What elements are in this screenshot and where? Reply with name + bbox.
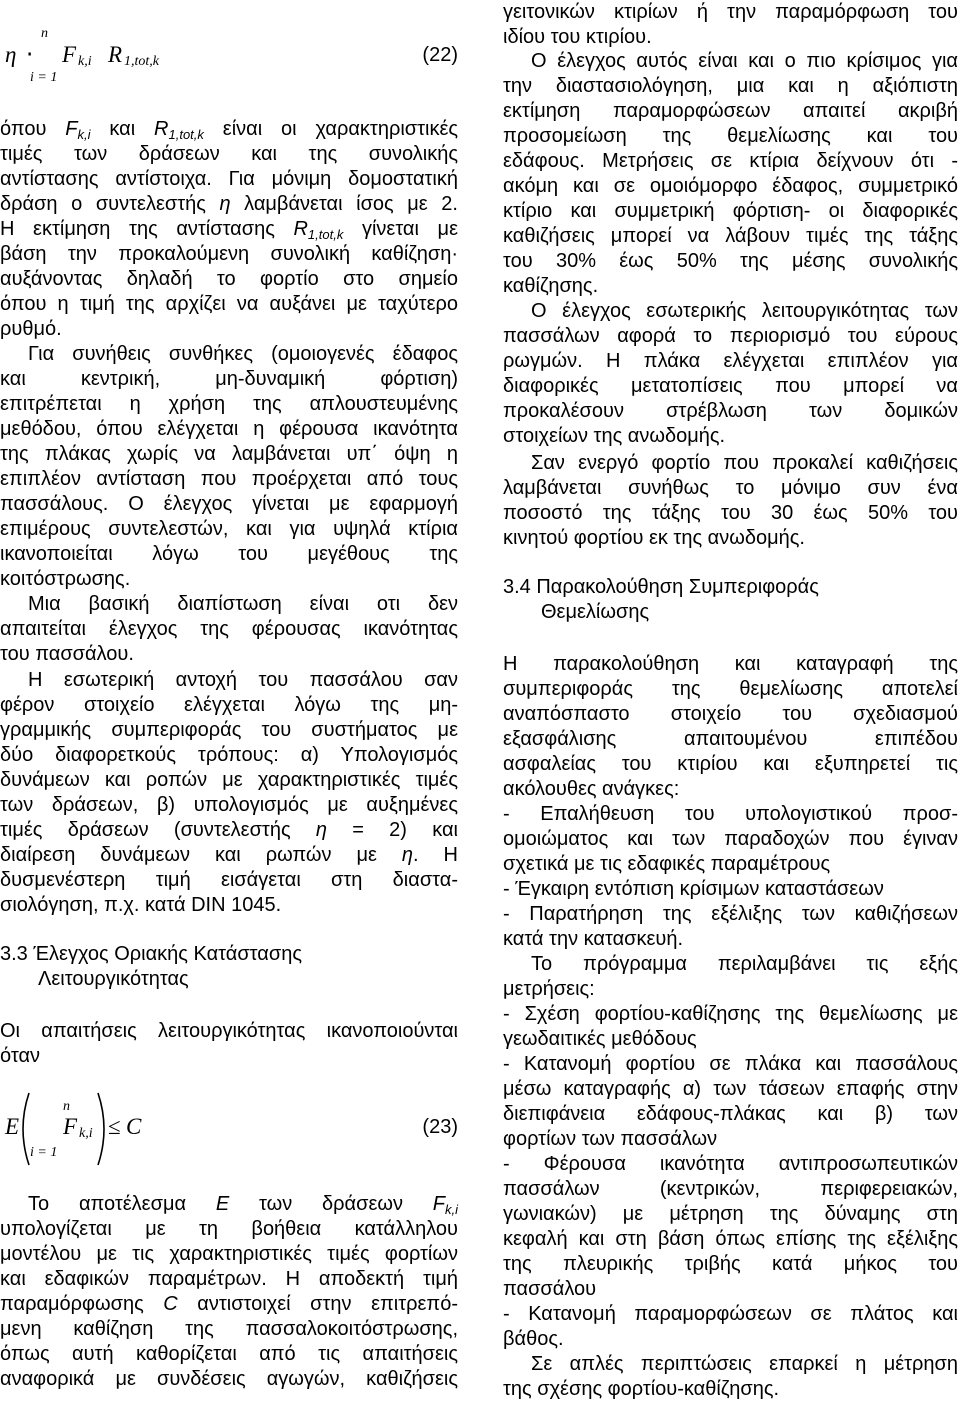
text-line: - Παρατήρηση της εξέλιξης των καθιζήσεων [503, 903, 958, 925]
text-line: - Σχέση φορτίου-καθίζησης της θεμελίωσης με [503, 1003, 958, 1025]
inline-text: = 2) και [326, 819, 458, 841]
paragraph [503, 299, 958, 449]
text-line: κατά την κατασκευή. [503, 928, 684, 950]
text-line: μενη καθίζηση της πασσαλοκοιτόστρωσης, [0, 1318, 458, 1340]
text-line: - Κατανομή παραμορφώσεων σε πλάτος και [503, 1303, 958, 1325]
text-line: 3.3 Έλεγχος Οριακής Κατάστασης [0, 943, 302, 965]
text-line: δύο διαφορετκούς τρόπους: α) Υπολογισμός [0, 744, 458, 766]
equation-subscript: k,i [78, 54, 92, 69]
inline-variable: F [65, 118, 78, 140]
paragraph [503, 451, 958, 551]
equation-sum-lower-limit: i = 1 [30, 1145, 58, 1160]
paragraph [503, 1352, 958, 1402]
equation-22 [0, 0, 458, 100]
text-line: κεφαλή και στη βάση όπως επίσης της εξέλιξης [503, 1228, 958, 1250]
equation-number: (22) [422, 44, 458, 66]
text-line: καθίζησης. [503, 275, 599, 297]
text-line [0, 192, 458, 217]
text-line: σιολόγηση, π.χ. κατά DIN 1045. [0, 894, 282, 916]
list-item [503, 1052, 958, 1152]
inline-text: αντιστοιχεί στην επιτρεπό- [177, 1293, 458, 1315]
text-line: αναπόσπαστο στοιχείο του σχεδιασμού [503, 703, 958, 725]
text-line: κτίριο και συμμετρική φόρτιση- οι διαφορικές [503, 200, 958, 222]
inline-variable: E [215, 1193, 230, 1215]
text-line: προσομείωση της θεμελίωσης και του [503, 125, 958, 147]
text-line [0, 818, 458, 843]
text-line: Η εσωτερική αντοχή του πασσάλου σαν [28, 669, 458, 691]
inline-variable: R [154, 118, 169, 140]
text-line: Ο έλεγχος αυτός είναι και ο πιο κρίσιμος για [531, 50, 958, 72]
inline-subscript: k,i [445, 1202, 458, 1217]
text-line [0, 1192, 458, 1217]
equation-sum-upper-limit: n [41, 26, 48, 41]
text-line: φορτίων των πασσάλων [503, 1128, 718, 1150]
text-line: ακόμη και σε ομοιόμορφο έδαφος, συμμετρικό [503, 175, 958, 197]
equation-number: (23) [422, 1116, 458, 1138]
text-line: επιπλέον αντίσταση που προέρχεται από τους [0, 468, 458, 490]
text-line: Ο έλεγχος εσωτερικής λειτουργικότητας των [531, 300, 958, 322]
text-line: στοιχείων της ανωδομής. [503, 425, 726, 447]
text-line: αντίστασης αντίστοιχα. Για μόνιμη δομοστατική [0, 168, 458, 190]
text-line: των δράσεων, β) υπολογισμός με αυξημένες [0, 794, 458, 816]
inline-variable: η [315, 819, 327, 841]
equation-subscript: k,i [79, 1126, 93, 1141]
inline-subscript: 1,tot,k [168, 127, 204, 142]
equation-variable-f: F [62, 42, 77, 67]
text-line: βάθος. [503, 1328, 564, 1350]
text-line: της πλευρικής τριβής κατά μήκος του [503, 1253, 958, 1275]
inline-text: Το αποτέλεσμα [28, 1193, 216, 1215]
text-line: προκαλέσουν στρέβλωση των δομικών [503, 400, 958, 422]
paragraph [503, 652, 958, 802]
text-line: ομοιώματος και των παραδοχών που έγιναν [503, 828, 958, 850]
text-line: Η παρακολούθηση και καταγραφή της [503, 653, 958, 675]
text-line: λαμβάνεται συνήθως το μόνιμο συν ένα [503, 477, 958, 499]
inline-text: τιμές δράσεων (συντελεστής [0, 819, 316, 841]
section-heading [503, 575, 958, 625]
text-line: βάση την προκαλούμενη συνολική καθίζηση· [0, 243, 458, 265]
text-line: Θεμελίωσης [541, 601, 650, 623]
text-line: διαφορικές μετατοπίσεις που μπορεί να [503, 375, 958, 397]
text-line: κινητού φορτίου εκ της ανωδομής. [503, 527, 805, 549]
text-line: την διαστασιολόγηση, μια και η αξιόπιστη [503, 75, 958, 97]
list-item [503, 1002, 958, 1052]
text-line: όπου η τιμή της αρχίζει να αυξάνει με ταχύτερο [0, 293, 458, 315]
text-line: όπως αυτή καθορίζεται από τις απαιτήσεις [0, 1343, 458, 1365]
text-line: σχετικά με τις εδαφικές παραμέτρους [503, 853, 831, 875]
text-line: ρυθμό. [0, 318, 62, 340]
text-line: πασσάλων αφορά το περιορισμό του εύρους [503, 325, 958, 347]
text-line: ποσοστό της τάξης του 30 έως 50% του [503, 502, 958, 524]
equation-variable-eta: η [5, 42, 17, 67]
equation-variable-e: E [5, 1114, 20, 1139]
text-line: μοντέλου με τις χαρακτηριστικές τιμές φορτίων [0, 1243, 458, 1265]
text-line: Το πρόγραμμα περιλαμβάνει τις εξής [531, 953, 958, 975]
equation-23 [0, 1085, 458, 1175]
inline-variable: R [293, 218, 308, 240]
text-line: μέσω καταγραφής α) των τάσεων επαφής στην [503, 1078, 958, 1100]
text-line: φέρον στοιχείο ελέγχεται λόγω της μη- [0, 694, 458, 716]
equation-variable-f: F [63, 1114, 78, 1139]
text-line: τιμές των δράσεων και της συνολικής [0, 143, 458, 165]
text-line: γραμμικής συμπεριφοράς του συστήματος με [0, 719, 458, 741]
inline-text: λαμβάνεται ίσος με 2. [230, 193, 458, 215]
paragraph [0, 668, 458, 918]
text-line: δυσμενέστερη τιμή εισάγεται στη διαστα- [0, 869, 458, 891]
list-item [503, 877, 958, 902]
text-line: καθιζήσεις μπορεί να λάβουν τιμές της τάξης [503, 225, 958, 247]
paragraph [0, 117, 458, 342]
paragraph [0, 592, 458, 667]
text-line: δυνάμεων και ροπών με χαρακτηριστικές τιμές [0, 769, 458, 791]
paragraph [503, 49, 958, 299]
text-line: Λειτουργικότητας [38, 968, 189, 990]
inline-text: των δράσεων [229, 1193, 433, 1215]
text-line: ιδίου του κτιρίου. [503, 26, 652, 48]
text-line: αυξάνοντας δηλαδή το φορτίο στο σημείο [0, 268, 458, 290]
text-line: μετρήσεις: [503, 978, 595, 1000]
equation-subscript: 1,tot,k [124, 54, 159, 69]
equation-sum-upper-limit: n [63, 1099, 70, 1114]
text-line: πασσάλου [503, 1278, 597, 1300]
equation-multiplication-dot: ⋅ [26, 42, 34, 67]
inline-subscript: 1,tot,k [307, 227, 344, 242]
inline-text: Η εκτίμηση της αντίστασης [0, 218, 294, 240]
text-line: και εδαφικών παραμέτρων. Η αποδεκτή τιμή [0, 1268, 458, 1290]
text-line: ασφαλείας του κτιρίου και εξυπηρετεί τις [503, 753, 958, 775]
equation-less-equal-sign: ≤ [108, 1114, 121, 1139]
text-line: εξασφάλισης απαιτουμένου επιπέδου [503, 728, 958, 750]
text-line: Μια βασική διαπίστωση είναι οτι δεν [28, 593, 458, 615]
text-line: γεωδαιτικές μεθόδους [503, 1028, 697, 1050]
text-line: Σαν ενεργό φορτίο που προκαλεί καθιζήσεις [531, 452, 958, 474]
inline-text: και [90, 118, 155, 140]
text-line: - Επαλήθευση του υπολογιστικού προσ- [503, 803, 958, 825]
left-column [0, 0, 458, 1406]
inline-variable: F [432, 1193, 445, 1215]
text-line: συμπεριφοράς της θεμελίωσης αποτελεί [503, 678, 958, 700]
text-line: επιτρέπεται η χρήση της απλουστευμένης [0, 393, 458, 415]
inline-variable: η [401, 844, 414, 866]
list-item [503, 902, 958, 952]
text-line: Για συνήθεις συνθήκες (ομοιογενές έδαφος [28, 343, 458, 365]
inline-variable: η [219, 193, 231, 215]
paragraph [0, 342, 458, 592]
text-line: του πασσάλου. [0, 643, 134, 665]
text-line: κοιτόστρωσης. [0, 568, 131, 590]
text-line [0, 1292, 458, 1317]
text-line: Σε απλές περιπτώσεις επαρκεί η μέτρηση [531, 1353, 958, 1375]
text-line: εδάφους. Μετρήσεις σε κτίρια δείχνουν ότι - [503, 150, 958, 172]
text-line: επιμέρους συντελεστών, και για υψηλά κτίρια [0, 518, 458, 540]
paragraph [503, 952, 958, 1002]
inline-text: όπου [0, 118, 66, 140]
text-line: - Φέρουσα ικανότητα αντιπροσωπευτικών [503, 1153, 958, 1175]
text-line: του 30% έως 50% της μέσης συνολικής [503, 250, 958, 272]
equation-sum-lower-limit: i = 1 [30, 70, 58, 85]
equation-variable-c: C [126, 1114, 142, 1139]
text-line: απαιτείται έλεγχος της φέρουσας ικανότητας [0, 618, 458, 640]
text-line: ακόλουθες ανάγκες: [503, 778, 680, 800]
paragraph [0, 1019, 458, 1069]
list-item [503, 802, 958, 877]
right-column [503, 0, 958, 1406]
text-line: πασσάλους. Ο έλεγχος γίνεται με εφαρμογή [0, 493, 458, 515]
inline-text: γίνεται με [343, 218, 458, 240]
inline-text: είναι οι χαρακτηριστικές [203, 118, 459, 140]
text-line [0, 217, 458, 242]
text-line: - Κατανομή φορτίου σε πλάκα και πασσάλους [503, 1053, 958, 1075]
inline-text: διαίρεση δυνάμεων και ρωπών με [0, 844, 402, 866]
paragraph [503, 0, 958, 50]
text-line [0, 117, 458, 142]
text-line: υπολογίζεται με τη βοήθεια κατάλληλου [0, 1218, 458, 1240]
text-line: της σχέσης φορτίου-καθίζησης. [503, 1378, 780, 1400]
text-line: γωνιακών) με μέτρηση της δύναμης στη [503, 1203, 958, 1225]
text-line: γειτονικών κτιρίων ή την παραμόρφωση του [503, 1, 958, 23]
text-line: και κεντρική, μη-δυναμική φόρτιση) [0, 368, 458, 390]
text-line: - Έγκαιρη εντόπιση κρίσιμων καταστάσεων [503, 878, 884, 900]
paragraph [0, 1192, 458, 1392]
inline-text: . Η [413, 844, 458, 866]
text-line: της πλάκας χωρίς να λαμβάνεται υπ΄ όψη η [0, 443, 458, 465]
text-line: αναφορικά με συνδέσεις αγωγών, καθιζήσεις [0, 1368, 458, 1390]
text-line: Οι απαιτήσεις λειτουργικότητας ικανοποιούνται [0, 1020, 458, 1042]
inline-text: παραμόρφωσης [0, 1293, 164, 1315]
list-item [503, 1152, 958, 1302]
inline-subscript: k,i [77, 127, 91, 142]
text-line: ρωγμών. Η πλάκα ελέγχεται επιπλέον για [503, 350, 958, 372]
equation-variable-r: R [108, 42, 123, 67]
list-item [503, 1302, 958, 1352]
text-line: όταν [0, 1045, 41, 1067]
text-line [0, 843, 458, 868]
text-line: διεπιφάνεια εδάφους-πλάκας και β) των [503, 1103, 958, 1125]
inline-text: δράση ο συντελεστής [0, 193, 220, 215]
text-line: μεθόδου, όπου ελέγχεται η φέρουσα ικανότητα [0, 418, 458, 440]
text-line: 3.4 Παρακολούθηση Συμπεριφοράς [503, 576, 819, 598]
section-heading [0, 942, 458, 992]
inline-variable: C [163, 1293, 178, 1315]
text-line: πασσάλων (κεντρικών, περιφερειακών, [503, 1178, 958, 1200]
text-line: εκτίμηση παραμορφώσεων απαιτεί ακριβή [503, 100, 958, 122]
text-line: ικανοποιείται λόγω του μεγέθους της [0, 543, 458, 565]
